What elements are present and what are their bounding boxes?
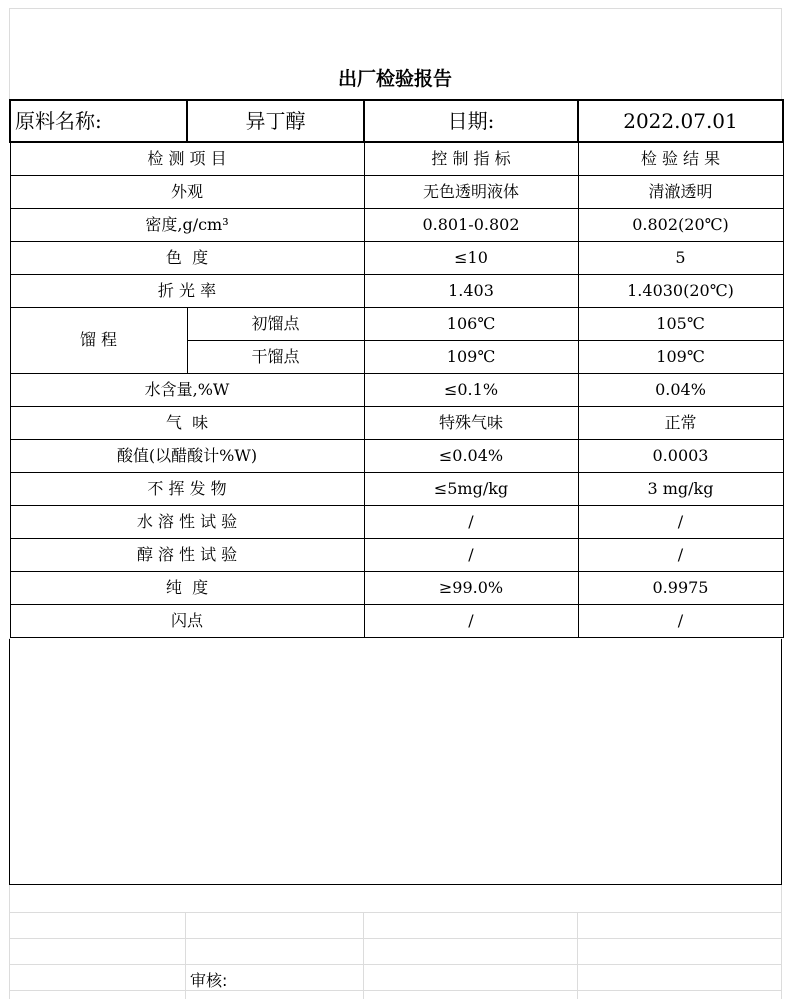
spec-value[interactable]: 特殊气味 [364,406,578,439]
table-row [10,604,783,637]
spec-value[interactable]: ≤0.1% [364,373,578,406]
spec-value[interactable]: / [364,505,578,538]
table-row [10,472,783,505]
grid-line [9,990,782,991]
test-item: 外观 [10,175,364,208]
spec-value[interactable]: ≤10 [364,241,578,274]
grid-line [9,938,782,939]
table-row [10,538,783,571]
test-item: 醇 溶 性 试 验 [10,538,364,571]
spec-value[interactable]: 无色透明液体 [364,175,578,208]
grid-line [185,912,186,999]
table-row [10,175,783,208]
remarks-area[interactable] [9,639,782,885]
test-item: 干馏点 [187,340,364,373]
table-row [10,439,783,472]
result-value[interactable]: / [578,505,783,538]
column-header-item: 检 测 项 目 [10,142,364,175]
column-header-spec: 控 制 指 标 [364,142,578,175]
column-header-row [10,142,783,175]
spec-value[interactable]: 1.403 [364,274,578,307]
result-value[interactable]: 3 mg/kg [578,472,783,505]
result-value[interactable]: / [578,538,783,571]
result-value[interactable]: 0.04% [578,373,783,406]
column-header-result: 检 验 结 果 [578,142,783,175]
spec-value[interactable]: 106℃ [364,307,578,340]
result-value[interactable]: / [578,604,783,637]
spec-value[interactable]: / [364,604,578,637]
table-row [10,505,783,538]
result-value[interactable]: 0.0003 [578,439,783,472]
inspection-table [9,99,784,638]
test-item: 酸值(以醋酸计%W) [10,439,364,472]
date-value[interactable]: 2022.07.01 [578,100,783,142]
test-item: 不 挥 发 物 [10,472,364,505]
test-item: 折 光 率 [10,274,364,307]
result-value[interactable]: 正常 [578,406,783,439]
test-item: 纯 度 [10,571,364,604]
table-row [10,208,783,241]
distillation-label: 馏 程 [10,307,187,373]
test-item: 水 溶 性 试 验 [10,505,364,538]
grid-line [9,912,782,913]
spec-value[interactable]: 109℃ [364,340,578,373]
table-row [10,241,783,274]
test-item: 气 味 [10,406,364,439]
grid-line [363,912,364,999]
spec-value[interactable]: ≤0.04% [364,439,578,472]
reviewer-label: 审核: [190,971,228,990]
table-row [10,307,783,340]
spec-value[interactable]: 0.801-0.802 [364,208,578,241]
spec-value[interactable]: ≤5mg/kg [364,472,578,505]
table-row [10,274,783,307]
result-value[interactable]: 5 [578,241,783,274]
grid-line [9,964,782,965]
test-item: 密度,g/cm³ [10,208,364,241]
result-value[interactable]: 105℃ [578,307,783,340]
grid-line [577,912,578,999]
test-item: 水含量,%W [10,373,364,406]
table-row [10,571,783,604]
result-value[interactable]: 109℃ [578,340,783,373]
result-value[interactable]: 清澈透明 [578,175,783,208]
date-label: 日期: [364,100,578,142]
header-row [10,100,783,142]
result-value[interactable]: 0.9975 [578,571,783,604]
result-value[interactable]: 0.802(20℃) [578,208,783,241]
grid-line [9,8,782,9]
test-item: 初馏点 [187,307,364,340]
table-row [10,406,783,439]
test-item: 闪点 [10,604,364,637]
spec-value[interactable]: ≥99.0% [364,571,578,604]
result-value[interactable]: 1.4030(20℃) [578,274,783,307]
material-name-label: 原料名称: [10,100,187,142]
report-title: 出厂检验报告 [337,68,452,90]
spec-value[interactable]: / [364,538,578,571]
table-row [10,373,783,406]
material-name-value[interactable]: 异丁醇 [187,100,364,142]
test-item: 色 度 [10,241,364,274]
